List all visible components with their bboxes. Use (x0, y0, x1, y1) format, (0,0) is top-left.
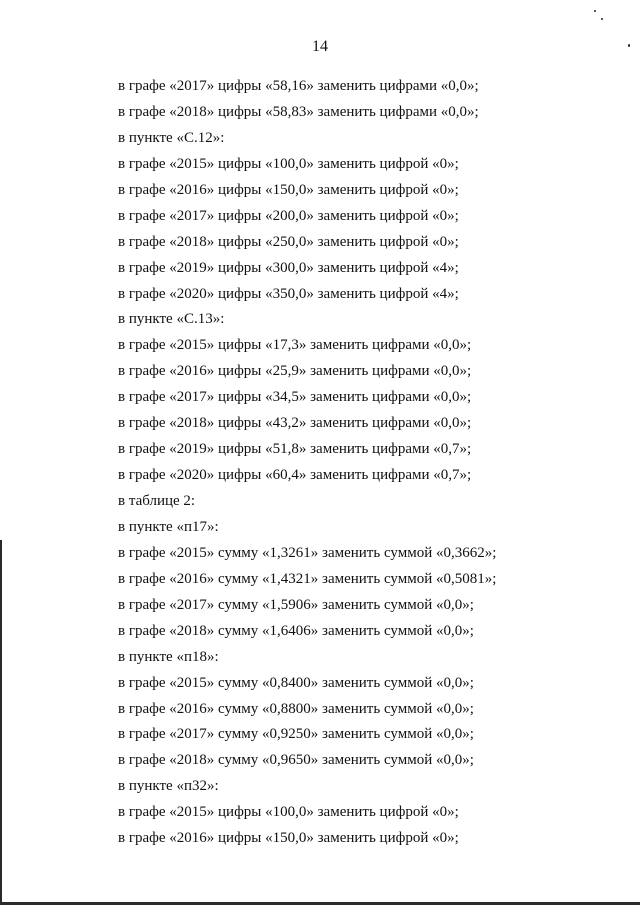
section-heading: в пункте «п18»: (118, 648, 219, 665)
amendment-line: в графе «2019» цифры «300,0» заменить цифрой «4»; (118, 259, 459, 276)
amendment-line: в графе «2018» цифры «43,2» заменить цифрами «0,0»; (118, 415, 472, 432)
amendment-line: в графе «2015» цифры «17,3» заменить цифрами «0,0»; (118, 337, 472, 354)
amendment-line: в графе «2020» цифры «60,4» заменить цифрами «0,7»; (118, 467, 472, 484)
amendment-line: в графе «2016» сумму «0,8800» заменить суммой «0,0»; (118, 700, 474, 717)
amendment-line: в графе «2018» сумму «0,9650» заменить суммой «0,0»; (118, 752, 474, 769)
amendment-line: в графе «2020» цифры «350,0» заменить цифрой «4»; (118, 285, 459, 302)
amendment-line: в графе «2018» цифры «250,0» заменить цифрой «0»; (118, 233, 459, 250)
amendment-line: в графе «2016» цифры «25,9» заменить цифрами «0,0»; (118, 363, 472, 380)
amendment-line: в графе «2017» сумму «1,5906» заменить суммой «0,0»; (118, 596, 474, 613)
amendment-line: в графе «2018» сумму «1,6406» заменить суммой «0,0»; (118, 622, 474, 639)
section-heading: в пункте «п17»: (118, 518, 219, 535)
amendment-line: в графе «2017» цифры «34,5» заменить цифрами «0,0»; (118, 389, 472, 406)
amendment-line: в графе «2019» цифры «51,8» заменить цифрами «0,7»; (118, 441, 472, 458)
amendment-line: в графе «2016» цифры «150,0» заменить цифрой «0»; (118, 181, 459, 198)
scan-speck (594, 10, 596, 12)
section-heading: в пункте «С.12»: (118, 129, 225, 146)
amendment-list (118, 74, 618, 852)
amendment-line: в графе «2015» сумму «0,8400» заменить суммой «0,0»; (118, 674, 474, 691)
scan-speck (601, 18, 603, 20)
amendment-line: в графе «2016» сумму «1,4321» заменить суммой «0,5081»; (118, 570, 497, 587)
amendment-line: в графе «2018» цифры «58,83» заменить цифрами «0,0»; (118, 103, 479, 120)
section-heading: в таблице 2: (118, 493, 196, 509)
scan-border-left (0, 540, 2, 905)
section-heading: в пункте «С.13»: (118, 311, 225, 328)
amendment-line: в графе «2017» сумму «0,9250» заменить суммой «0,0»; (118, 726, 474, 743)
page-number: 14 (312, 38, 328, 55)
section-heading: в пункте «п32»: (118, 778, 219, 795)
amendment-line: в графе «2015» цифры «100,0» заменить цифрой «0»; (118, 804, 459, 821)
amendment-line: в графе «2015» сумму «1,3261» заменить суммой «0,3662»; (118, 544, 497, 561)
amendment-line: в графе «2016» цифры «150,0» заменить цифрой «0»; (118, 830, 459, 847)
amendment-line: в графе «2017» цифры «58,16» заменить цифрами «0,0»; (118, 78, 479, 94)
amendment-line: в графе «2017» цифры «200,0» заменить цифрой «0»; (118, 207, 459, 224)
amendment-line: в графе «2015» цифры «100,0» заменить цифрой «0»; (118, 155, 459, 172)
